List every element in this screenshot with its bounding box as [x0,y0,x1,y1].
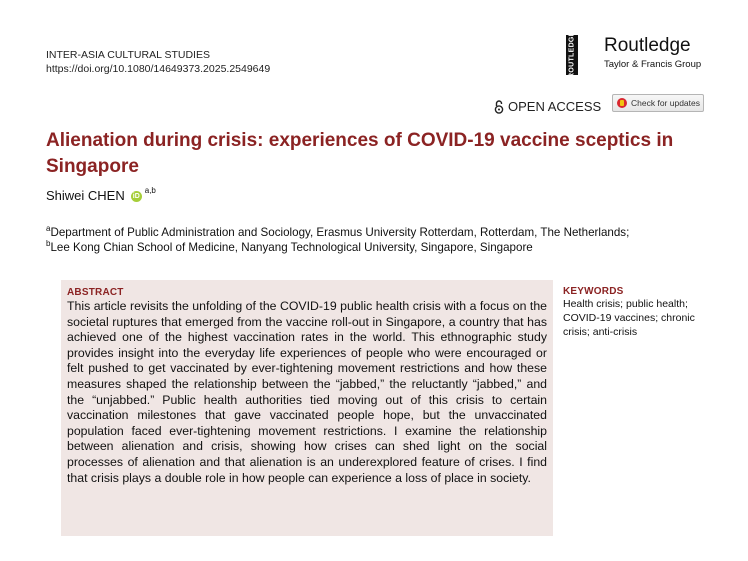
orcid-icon[interactable]: iD [132,193,140,200]
journal-header [46,48,270,76]
journal-name: INTER-ASIA CULTURAL STUDIES [46,49,210,61]
author-name[interactable]: Shiwei CHEN [46,188,125,203]
check-for-updates-button[interactable] [612,94,704,112]
keywords-text: Health crisis; public health; COVID-19 vaccines; chronic crisis; anti-crisis [563,298,695,338]
routledge-spine-logo: ROUTLEDGE [566,35,578,75]
open-lock-icon [494,100,504,114]
abstract-text: This article revisits the unfolding of the COVID-19 public health crisis with a focus on the societal ruptures that emerged from the vaccine roll-out in Singapore, a country that has achieved one of the highest vaccination rates in the world. This ethnographic study provides insight into the everyday life experiences of people who were encouraged or felt pushed to get vaccinated by ever-tightening movement restrictions and how these measures shaped the relationship between the “jabbed,” the reluctantly “jabbed,” and the “unjabbed.” Public health authorities tied moving out of this crisis to certain vaccination milestones that gave vaccinated people hope, but the unvaccinated population faced ever-tightening movement restrictions. I examine the relationship between alienation and crisis, showing how crises can shed light on the social processes of alienation and that alienation is an underexplored feature of crises. I find that crisis plays a double role in how people can experience a loss of place in society. [67,299,547,485]
author-affiliation-marks: a,b [144,186,156,195]
check-for-updates-label: Check for updates [631,98,700,108]
open-access-label: OPEN ACCESS [508,99,602,114]
affiliation-mark: a [46,224,51,233]
keywords-section [563,286,713,339]
publisher-name: Routledge [604,35,691,56]
affiliation-mark: b [46,239,51,248]
keywords-heading: KEYWORDS [563,286,624,297]
affiliation-text: Lee Kong Chian School of Medicine, Nanyang Technological University, Singapore, Singapore [50,240,533,254]
author-line [46,188,156,203]
abstract-heading: ABSTRACT [67,287,124,298]
affiliation-b [46,236,533,255]
affiliation-text: Department of Public Administration and Sociology, Erasmus University Rotterdam, Rotterdam, The Netherlands; [50,225,630,239]
article-title: Alienation during crisis: experiences of COVID-19 vaccine sceptics in Singapore [46,130,674,177]
doi-link[interactable]: https://doi.org/10.1080/14649373.2025.2549649 [46,63,271,75]
open-access-badge [494,99,601,114]
crossmark-icon [617,98,627,108]
abstract-box [61,280,553,536]
publisher-group: Taylor & Francis Group [604,59,702,70]
